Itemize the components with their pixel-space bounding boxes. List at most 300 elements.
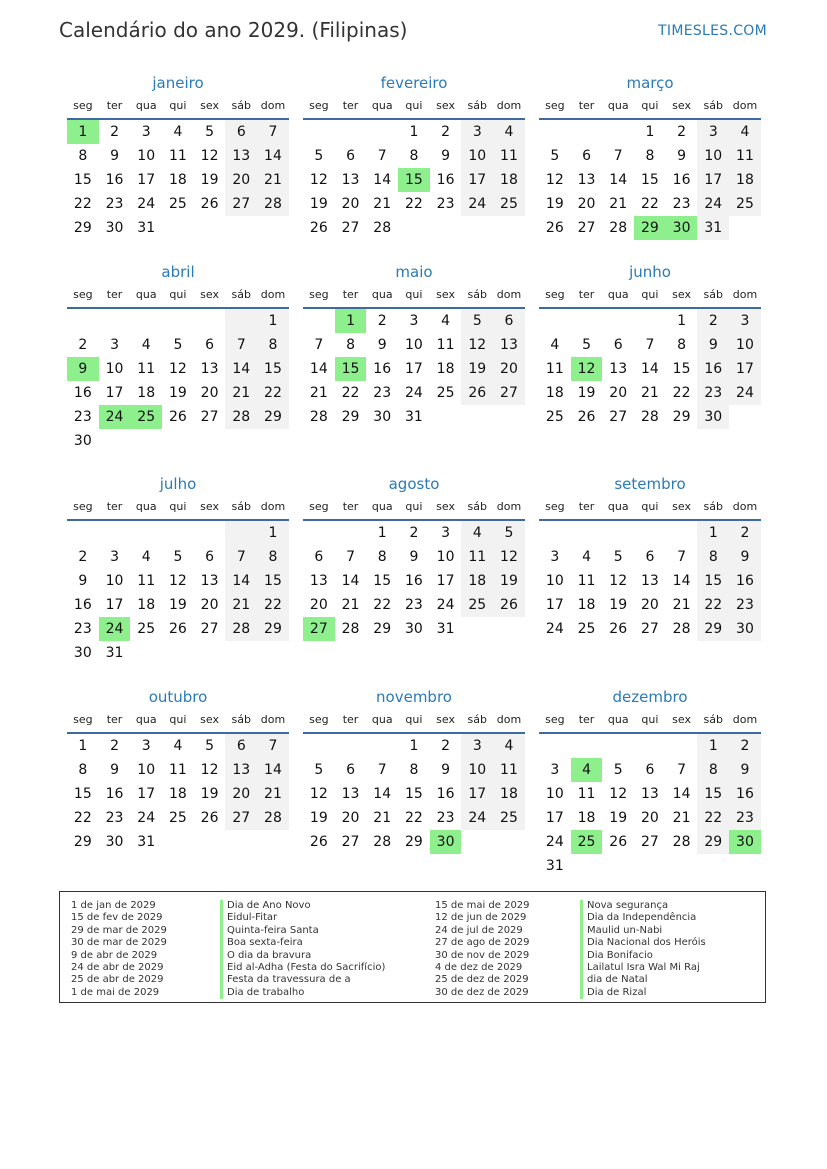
day-cell: 12 — [609, 573, 628, 589]
day-cell: 7 — [225, 545, 257, 569]
day-cell: 3 — [141, 738, 151, 754]
empty-cell — [398, 216, 430, 240]
day-cell: 22 — [697, 593, 729, 617]
day-cell: 2 — [729, 521, 761, 545]
day-cell: 8 — [409, 148, 419, 164]
day-cell: 5 — [173, 337, 183, 353]
day-cell: 24 — [404, 385, 423, 401]
day-cell: 26 — [168, 621, 187, 637]
weekday-label: qua — [607, 288, 629, 301]
day-cell: 4 — [582, 549, 591, 565]
day-cell: 10 — [729, 333, 761, 357]
day-cell: 28 — [672, 834, 691, 850]
day-cell: 16 — [73, 385, 92, 401]
weekday-label: dom — [260, 713, 286, 726]
empty-cell — [430, 405, 462, 429]
month-fevereiro — [303, 72, 525, 240]
day-cell: 22 — [73, 196, 92, 212]
month-name: abril — [161, 263, 195, 281]
day-cell: 18 — [577, 597, 596, 613]
legend-holiday-name: Eid al-Adha (Festa do Sacrifício) — [220, 962, 385, 974]
holiday-day-cell: 1 — [67, 120, 99, 144]
legend-date: 29 de mar de 2029 — [71, 924, 167, 936]
day-cell: 23 — [105, 810, 124, 826]
day-cell: 3 — [441, 525, 451, 541]
month-name: junho — [629, 263, 671, 281]
empty-cell — [493, 405, 525, 429]
legend-holiday-name: Eidul-Fitar — [220, 912, 385, 924]
empty-cell — [430, 216, 462, 240]
day-cell: 19 — [461, 357, 493, 381]
day-cell: 1 — [645, 124, 655, 140]
weekday-label: qua — [371, 500, 393, 513]
day-cell: 9 — [729, 758, 761, 782]
legend-date: 24 de abr de 2029 — [71, 961, 164, 973]
day-cell: 9 — [409, 549, 419, 565]
empty-cell — [634, 521, 666, 545]
day-cell: 19 — [309, 196, 328, 212]
empty-cell — [571, 734, 603, 758]
day-cell: 19 — [168, 385, 187, 401]
day-cell: 8 — [257, 333, 289, 357]
day-cell: 5 — [205, 738, 215, 754]
day-cell: 22 — [640, 196, 659, 212]
day-cell: 7 — [225, 333, 257, 357]
empty-cell — [303, 521, 335, 545]
day-cell: 17 — [137, 172, 156, 188]
empty-cell — [493, 617, 525, 641]
weekday-header — [303, 285, 525, 309]
day-cell: 9 — [697, 333, 729, 357]
day-cell: 18 — [545, 385, 564, 401]
legend-date: 25 de abr de 2029 — [71, 974, 164, 986]
weekday-label: qua — [371, 713, 393, 726]
empty-cell — [225, 216, 257, 240]
empty-cell — [634, 734, 666, 758]
day-cell: 13 — [341, 172, 360, 188]
weekday-label: seg — [309, 500, 329, 513]
legend-date: 4 de dez de 2029 — [435, 961, 523, 973]
day-cell: 19 — [309, 810, 328, 826]
day-cell: 27 — [640, 834, 659, 850]
legend-date: 15 de mai de 2029 — [435, 900, 530, 911]
day-cell: 10 — [545, 573, 564, 589]
weekday-label: sex — [436, 500, 455, 513]
month-name: janeiro — [152, 74, 204, 92]
day-cell: 23 — [436, 810, 455, 826]
day-cell: 15 — [257, 357, 289, 381]
day-cell: 7 — [645, 337, 655, 353]
day-cell: 26 — [168, 409, 187, 425]
weekday-label: dom — [732, 713, 758, 726]
month-abril — [67, 261, 289, 453]
day-cell: 30 — [73, 433, 92, 449]
day-cell: 28 — [225, 405, 257, 429]
day-cell: 20 — [309, 597, 328, 613]
day-cell: 20 — [640, 597, 659, 613]
weekday-header — [303, 96, 525, 120]
day-cell: 31 — [404, 409, 423, 425]
day-cell: 4 — [729, 120, 761, 144]
weekday-label: sex — [200, 99, 219, 112]
day-cell: 10 — [105, 361, 124, 377]
day-cell: 13 — [609, 361, 628, 377]
weekday-label: seg — [309, 713, 329, 726]
day-grid — [539, 120, 761, 240]
day-cell: 11 — [168, 148, 187, 164]
weekday-label: dom — [260, 500, 286, 513]
day-cell: 26 — [461, 381, 493, 405]
day-cell: 10 — [404, 337, 423, 353]
day-cell: 8 — [78, 148, 88, 164]
holiday-day-cell: 24 — [99, 405, 131, 429]
day-cell: 19 — [168, 597, 187, 613]
day-cell: 18 — [577, 810, 596, 826]
weekday-label: qui — [169, 500, 187, 513]
day-cell: 23 — [73, 409, 92, 425]
day-cell: 18 — [461, 569, 493, 593]
legend-holiday-name: O dia da bravura — [220, 950, 385, 962]
weekday-label: dom — [496, 99, 522, 112]
weekday-label: sex — [672, 500, 691, 513]
month-name: julho — [159, 475, 197, 493]
day-cell: 26 — [200, 196, 219, 212]
empty-cell — [335, 521, 367, 545]
month-name: setembro — [614, 475, 686, 493]
month-junho — [539, 261, 761, 429]
day-cell: 29 — [257, 405, 289, 429]
day-cell: 14 — [309, 361, 328, 377]
day-cell: 25 — [137, 621, 156, 637]
day-cell: 5 — [613, 762, 623, 778]
weekday-label: qua — [135, 288, 157, 301]
empty-cell — [571, 120, 603, 144]
day-cell: 15 — [697, 782, 729, 806]
day-cell: 14 — [373, 172, 392, 188]
day-cell: 9 — [677, 148, 687, 164]
month-novembro — [303, 686, 525, 854]
empty-cell — [194, 309, 226, 333]
day-cell: 25 — [436, 385, 455, 401]
day-cell: 1 — [409, 738, 419, 754]
day-cell: 3 — [110, 549, 119, 565]
day-cell: 5 — [314, 762, 324, 778]
day-cell: 12 — [168, 361, 187, 377]
month-julho — [67, 473, 289, 665]
day-cell: 20 — [200, 385, 219, 401]
weekday-header — [67, 285, 289, 309]
legend-holiday-name: Lailatul Isra Wal Mi Raj — [580, 962, 706, 974]
day-cell: 8 — [677, 337, 687, 353]
day-cell: 6 — [645, 549, 655, 565]
day-cell: 4 — [493, 120, 525, 144]
day-cell: 9 — [441, 762, 451, 778]
weekday-header — [303, 497, 525, 521]
day-cell: 13 — [225, 758, 257, 782]
day-cell: 4 — [173, 124, 183, 140]
day-cell: 24 — [545, 834, 564, 850]
day-cell: 5 — [205, 124, 215, 140]
day-cell: 25 — [168, 196, 187, 212]
day-cell: 9 — [377, 337, 387, 353]
day-cell: 19 — [493, 569, 525, 593]
weekday-label: seg — [73, 713, 93, 726]
weekday-label: ter — [342, 99, 359, 112]
day-cell: 29 — [73, 220, 92, 236]
day-cell: 30 — [729, 617, 761, 641]
day-cell: 30 — [373, 409, 392, 425]
legend-date: 24 de jul de 2029 — [435, 924, 523, 936]
day-cell: 15 — [73, 786, 92, 802]
holiday-day-cell: 25 — [571, 830, 603, 854]
day-cell: 21 — [257, 168, 289, 192]
empty-cell — [194, 641, 226, 665]
day-cell: 15 — [73, 172, 92, 188]
day-cell: 14 — [225, 569, 257, 593]
day-cell: 23 — [373, 385, 392, 401]
day-cell: 14 — [257, 758, 289, 782]
empty-cell — [366, 120, 398, 144]
weekday-label: ter — [578, 288, 595, 301]
day-cell: 28 — [640, 409, 659, 425]
day-cell: 22 — [373, 597, 392, 613]
empty-cell — [335, 120, 367, 144]
day-cell: 7 — [314, 337, 324, 353]
day-cell: 26 — [200, 810, 219, 826]
day-cell: 21 — [640, 385, 659, 401]
weekday-header — [67, 497, 289, 521]
empty-cell — [99, 429, 131, 453]
day-cell: 13 — [200, 573, 219, 589]
day-cell: 3 — [461, 734, 493, 758]
day-cell: 16 — [697, 357, 729, 381]
day-cell: 10 — [461, 758, 493, 782]
weekday-label: qua — [371, 288, 393, 301]
day-cell: 28 — [341, 621, 360, 637]
empty-cell — [257, 429, 289, 453]
day-cell: 17 — [105, 385, 124, 401]
day-cell: 21 — [672, 810, 691, 826]
day-cell: 16 — [73, 597, 92, 613]
brand-link[interactable]: TIMESLES.COM — [658, 23, 767, 39]
day-cell: 5 — [613, 549, 623, 565]
day-cell: 8 — [645, 148, 655, 164]
day-cell: 26 — [309, 834, 328, 850]
day-cell: 10 — [697, 144, 729, 168]
empty-cell — [493, 216, 525, 240]
day-cell: 24 — [137, 810, 156, 826]
weekday-label: sex — [200, 288, 219, 301]
day-cell: 22 — [404, 810, 423, 826]
holiday-day-cell: 30 — [430, 830, 462, 854]
empty-cell — [162, 216, 194, 240]
day-cell: 13 — [200, 361, 219, 377]
day-cell: 4 — [550, 337, 560, 353]
day-cell: 18 — [436, 361, 455, 377]
day-cell: 28 — [309, 409, 328, 425]
day-cell: 8 — [377, 549, 387, 565]
day-cell: 2 — [441, 124, 451, 140]
day-cell: 5 — [582, 337, 591, 353]
day-cell: 7 — [346, 549, 355, 565]
day-cell: 15 — [257, 569, 289, 593]
day-cell: 21 — [257, 782, 289, 806]
day-cell: 6 — [225, 734, 257, 758]
weekday-header — [67, 96, 289, 120]
day-cell: 2 — [677, 124, 687, 140]
empty-cell — [225, 521, 257, 545]
day-cell: 16 — [105, 786, 124, 802]
day-cell: 16 — [672, 172, 691, 188]
day-cell: 31 — [545, 858, 564, 874]
empty-cell — [130, 521, 162, 545]
day-cell: 25 — [577, 621, 596, 637]
day-cell: 12 — [493, 545, 525, 569]
empty-cell — [634, 309, 666, 333]
day-cell: 6 — [205, 549, 215, 565]
day-cell: 25 — [493, 192, 525, 216]
day-cell: 5 — [314, 148, 324, 164]
empty-cell — [162, 830, 194, 854]
day-cell: 20 — [341, 810, 360, 826]
empty-cell — [194, 216, 226, 240]
weekday-label: seg — [73, 500, 93, 513]
day-cell: 25 — [729, 192, 761, 216]
weekday-label: dom — [496, 288, 522, 301]
day-cell: 6 — [314, 549, 324, 565]
day-grid — [539, 309, 761, 429]
day-cell: 3 — [729, 309, 761, 333]
weekday-label: ter — [106, 713, 123, 726]
day-cell: 3 — [409, 313, 419, 329]
day-cell: 9 — [110, 148, 119, 164]
day-cell: 26 — [545, 220, 564, 236]
day-cell: 6 — [205, 337, 215, 353]
day-cell: 17 — [404, 361, 423, 377]
day-grid — [67, 521, 289, 665]
weekday-label: qua — [135, 713, 157, 726]
weekday-header — [67, 710, 289, 734]
weekday-label: ter — [342, 288, 359, 301]
empty-cell — [130, 429, 162, 453]
weekday-label: dom — [732, 99, 758, 112]
day-cell: 14 — [609, 172, 628, 188]
day-cell: 25 — [461, 593, 493, 617]
weekday-label: qui — [641, 288, 659, 301]
day-cell: 14 — [672, 786, 691, 802]
day-cell: 22 — [404, 196, 423, 212]
day-cell: 31 — [436, 621, 455, 637]
weekday-label: sex — [200, 713, 219, 726]
day-cell: 26 — [609, 834, 628, 850]
day-cell: 21 — [341, 597, 360, 613]
day-cell: 8 — [257, 545, 289, 569]
day-cell: 22 — [257, 593, 289, 617]
day-cell: 2 — [409, 525, 419, 541]
empty-cell — [729, 405, 761, 429]
day-cell: 17 — [105, 597, 124, 613]
empty-cell — [461, 617, 493, 641]
day-cell: 15 — [672, 361, 691, 377]
day-cell: 8 — [346, 337, 355, 353]
weekday-label: dom — [260, 288, 286, 301]
weekday-label: seg — [309, 288, 329, 301]
day-cell: 16 — [729, 782, 761, 806]
day-cell: 27 — [493, 381, 525, 405]
empty-cell — [257, 216, 289, 240]
empty-cell — [225, 429, 257, 453]
empty-cell — [697, 854, 729, 878]
holiday-legend — [59, 891, 766, 1003]
month-name: fevereiro — [380, 74, 448, 92]
day-cell: 7 — [257, 120, 289, 144]
day-cell: 5 — [493, 521, 525, 545]
day-cell: 11 — [577, 786, 596, 802]
weekday-label: seg — [545, 500, 565, 513]
day-cell: 19 — [200, 786, 219, 802]
day-cell: 24 — [436, 597, 455, 613]
empty-cell — [493, 830, 525, 854]
weekday-label: sex — [200, 500, 219, 513]
day-cell: 16 — [105, 172, 124, 188]
day-cell: 9 — [78, 573, 88, 589]
weekday-label: qua — [607, 500, 629, 513]
day-cell: 21 — [309, 385, 328, 401]
day-cell: 27 — [200, 409, 219, 425]
day-cell: 3 — [550, 762, 560, 778]
weekday-label: sáb — [231, 713, 252, 726]
legend-names-right — [580, 900, 706, 999]
legend-holiday-name: Dia de trabalho — [220, 987, 385, 999]
empty-cell — [539, 734, 571, 758]
holiday-day-cell: 25 — [130, 405, 162, 429]
day-cell: 7 — [377, 148, 387, 164]
day-cell: 21 — [609, 196, 628, 212]
day-cell: 2 — [110, 124, 119, 140]
day-cell: 21 — [672, 597, 691, 613]
day-cell: 9 — [110, 762, 119, 778]
day-cell: 18 — [137, 597, 156, 613]
empty-cell — [67, 309, 99, 333]
day-cell: 11 — [137, 361, 156, 377]
legend-holiday-name: Dia de Ano Novo — [220, 900, 385, 912]
day-cell: 16 — [404, 573, 423, 589]
holiday-day-cell: 1 — [335, 309, 367, 333]
weekday-header — [539, 710, 761, 734]
weekday-label: qua — [607, 99, 629, 112]
day-cell: 20 — [493, 357, 525, 381]
empty-cell — [130, 309, 162, 333]
day-cell: 17 — [461, 168, 493, 192]
day-cell: 22 — [257, 381, 289, 405]
day-cell: 19 — [200, 172, 219, 188]
weekday-label: ter — [578, 713, 595, 726]
day-cell: 13 — [640, 573, 659, 589]
weekday-label: sáb — [703, 713, 724, 726]
month-janeiro — [67, 72, 289, 240]
day-cell: 30 — [105, 834, 124, 850]
weekday-label: dom — [732, 500, 758, 513]
day-cell: 14 — [257, 144, 289, 168]
day-cell: 11 — [168, 762, 187, 778]
weekday-label: sex — [436, 99, 455, 112]
empty-cell — [130, 641, 162, 665]
day-cell: 8 — [697, 545, 729, 569]
empty-cell — [461, 830, 493, 854]
empty-cell — [666, 854, 698, 878]
day-cell: 19 — [577, 385, 596, 401]
empty-cell — [729, 216, 761, 240]
